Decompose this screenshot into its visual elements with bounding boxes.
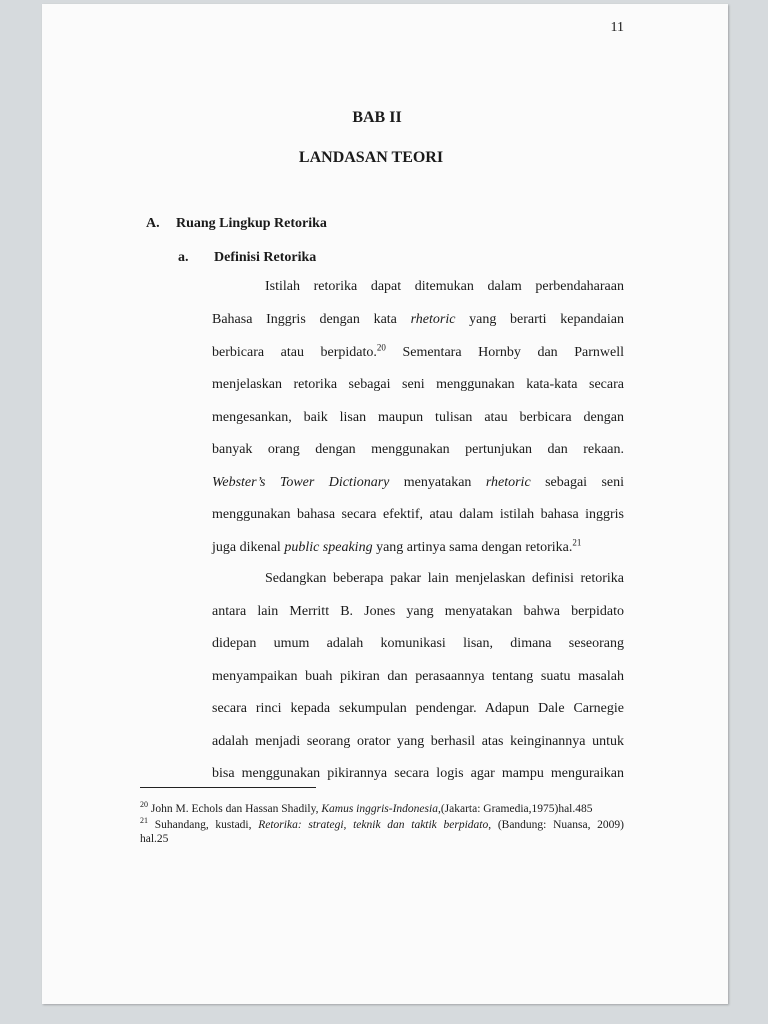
footnote-number: 21 <box>140 816 148 826</box>
italic-term: rhetoric <box>410 312 456 327</box>
footnote-title: Retorika: strategi, teknik dan taktik berpidato <box>258 819 489 831</box>
section-heading <box>146 216 327 232</box>
body-text: secara rinci kepada sekumpulan pendengar. Adapun Dale Carnegie <box>212 701 624 716</box>
body-text: banyak orang dengan menggunakan pertunjukan dan rekaan. <box>212 442 624 457</box>
body-text: didepan umum adalah komunikasi lisan, dimana seseorang <box>212 636 624 651</box>
italic-term: public speaking <box>284 540 373 555</box>
body-line <box>212 537 624 556</box>
body-text: yang berarti kepandaian <box>455 312 624 327</box>
body-text: sebagai seni <box>530 475 624 490</box>
body-line <box>212 377 624 393</box>
subsection-title: Definisi Retorika <box>214 250 317 265</box>
body-line <box>212 636 624 652</box>
body-text: juga dikenal <box>212 540 285 555</box>
footnote-text: John M. Echols dan Hassan Shadily, <box>148 803 322 815</box>
footnote-ref: 21 <box>572 537 582 548</box>
body-line <box>212 312 624 328</box>
document-page <box>42 4 728 1004</box>
body-text: yang artinya sama dengan retorika. <box>372 540 573 555</box>
body-text: menggunakan bahasa secara efektif, atau dalam istilah bahasa inggris <box>212 507 624 522</box>
body-text: Sementara Hornby dan Parnwell <box>385 345 624 360</box>
body-line <box>212 475 624 491</box>
body-line <box>212 669 624 685</box>
body-line <box>212 410 624 426</box>
footnote-ref: 20 <box>376 342 386 353</box>
body-line <box>212 342 624 361</box>
body-text: Bahasa Inggris dengan kata <box>212 312 411 327</box>
body-line <box>265 279 624 295</box>
footnote-number: 20 <box>140 800 148 810</box>
subsection-marker: a. <box>178 250 189 265</box>
chapter-title: BAB II <box>352 109 402 126</box>
body-text: menyampaikan buah pikiran dan perasaannya tentang suatu masalah <box>212 669 624 684</box>
body-text: bisa menggunakan pikirannya secara logis agar mampu menguraikan <box>212 766 624 781</box>
body-text: menjelaskan retorika sebagai seni menggunakan kata-kata secara <box>212 377 624 392</box>
footnote-text: Suhandang, kustadi, <box>148 819 259 831</box>
footnote-divider <box>140 787 316 788</box>
body-text: Sedangkan beberapa pakar lain menjelaskan definisi retorika <box>265 571 624 586</box>
body-text: mengesankan, baik lisan maupun tulisan atau berbicara dengan <box>212 410 624 425</box>
body-line <box>212 701 624 717</box>
body-text: Istilah retorika dapat ditemukan dalam perbendaharaan <box>265 279 624 294</box>
footnote-text: hal.25 <box>140 833 169 845</box>
body-line <box>212 604 624 620</box>
footnote-text: ,(Jakarta: Gramedia,1975)hal.485 <box>437 803 593 815</box>
section-marker: A. <box>146 216 160 231</box>
body-line <box>212 442 624 458</box>
footnote-20 <box>140 802 624 816</box>
footnote-line <box>140 818 624 832</box>
body-line <box>212 734 624 750</box>
body-line <box>212 507 624 523</box>
footnote-title: Kamus inggris-Indonesia <box>321 803 438 815</box>
body-line <box>265 571 624 587</box>
chapter-subtitle: LANDASAN TEORI <box>298 149 444 166</box>
footnote-21 <box>140 818 624 846</box>
page-number: 11 <box>610 20 624 35</box>
body-text: berbicara atau berpidato. <box>212 345 377 360</box>
body-line <box>212 766 624 782</box>
subsection-heading <box>178 250 316 266</box>
footnote-text: , (Bandung: Nuansa, 2009) <box>488 819 624 831</box>
body-text: adalah menjadi seorang orator yang berhasil atas keinginannya untuk <box>212 734 624 749</box>
body-text: antara lain Merritt B. Jones yang menyatakan bahwa berpidato <box>212 604 624 619</box>
italic-term: Webster’s Tower Dictionary <box>212 475 390 490</box>
italic-term: rhetoric <box>485 475 531 490</box>
body-text: menyatakan <box>389 475 486 490</box>
section-title: Ruang Lingkup Retorika <box>176 216 327 231</box>
